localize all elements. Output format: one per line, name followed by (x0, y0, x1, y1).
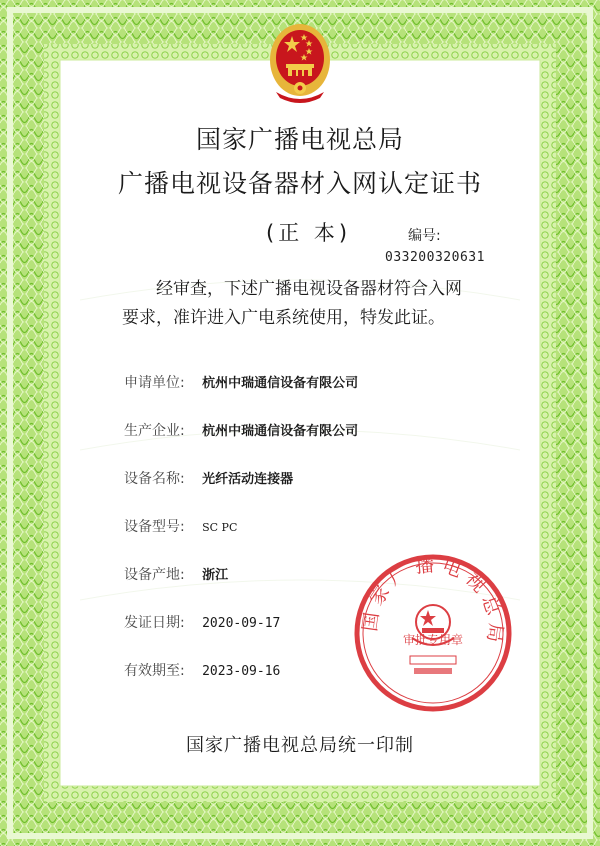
certificate-title: 广播电视设备器材入网认定证书 (117, 169, 482, 198)
field-device-model (124, 516, 237, 536)
certificate-number-label: 编号: (408, 228, 441, 244)
field-device-name (124, 468, 293, 488)
copy-type-label: (正 本) (266, 221, 352, 245)
field-label: 申请单位: (124, 375, 185, 391)
field-manufacturer (124, 420, 358, 440)
field-value: 浙江 (202, 568, 229, 583)
statement-line-2: 要求，准许进入广电系统使用，特发此证。 (122, 308, 445, 328)
svg-text:审批专用章: 审批专用章 (402, 633, 464, 647)
field-valid-until (124, 660, 280, 680)
field-label: 有效期至: (124, 663, 185, 679)
field-value: SC PC (202, 521, 238, 534)
field-issue-date (124, 612, 280, 632)
field-label: 设备名称: (124, 471, 185, 487)
field-label: 设备型号: (124, 519, 185, 535)
certificate-statement (122, 275, 492, 333)
field-label: 设备产地: (124, 567, 185, 583)
statement-line-1: 经审查，下述广播电视设备器材符合入网 (156, 279, 462, 299)
field-origin (124, 564, 228, 584)
national-emblem-icon (268, 22, 332, 104)
field-value: 杭州中瑞通信设备有限公司 (202, 376, 359, 391)
certificate-issuer-title: 国家广播电视总局 (195, 125, 404, 154)
certificate-number: 033200320631 (385, 250, 485, 265)
field-value: 光纤活动连接器 (202, 472, 294, 487)
field-value: 杭州中瑞通信设备有限公司 (202, 424, 359, 439)
printer-footer: 国家广播电视总局统一印制 (186, 735, 414, 756)
svg-text:国家广播电视总局: 国家广播电视总局 (358, 553, 508, 650)
field-value: 2020-09-17 (202, 616, 281, 631)
field-value: 2023-09-16 (202, 664, 281, 679)
field-applicant (124, 372, 358, 392)
field-label: 发证日期: (124, 615, 185, 631)
field-label: 生产企业: (124, 423, 185, 439)
official-seal-icon (352, 552, 514, 714)
